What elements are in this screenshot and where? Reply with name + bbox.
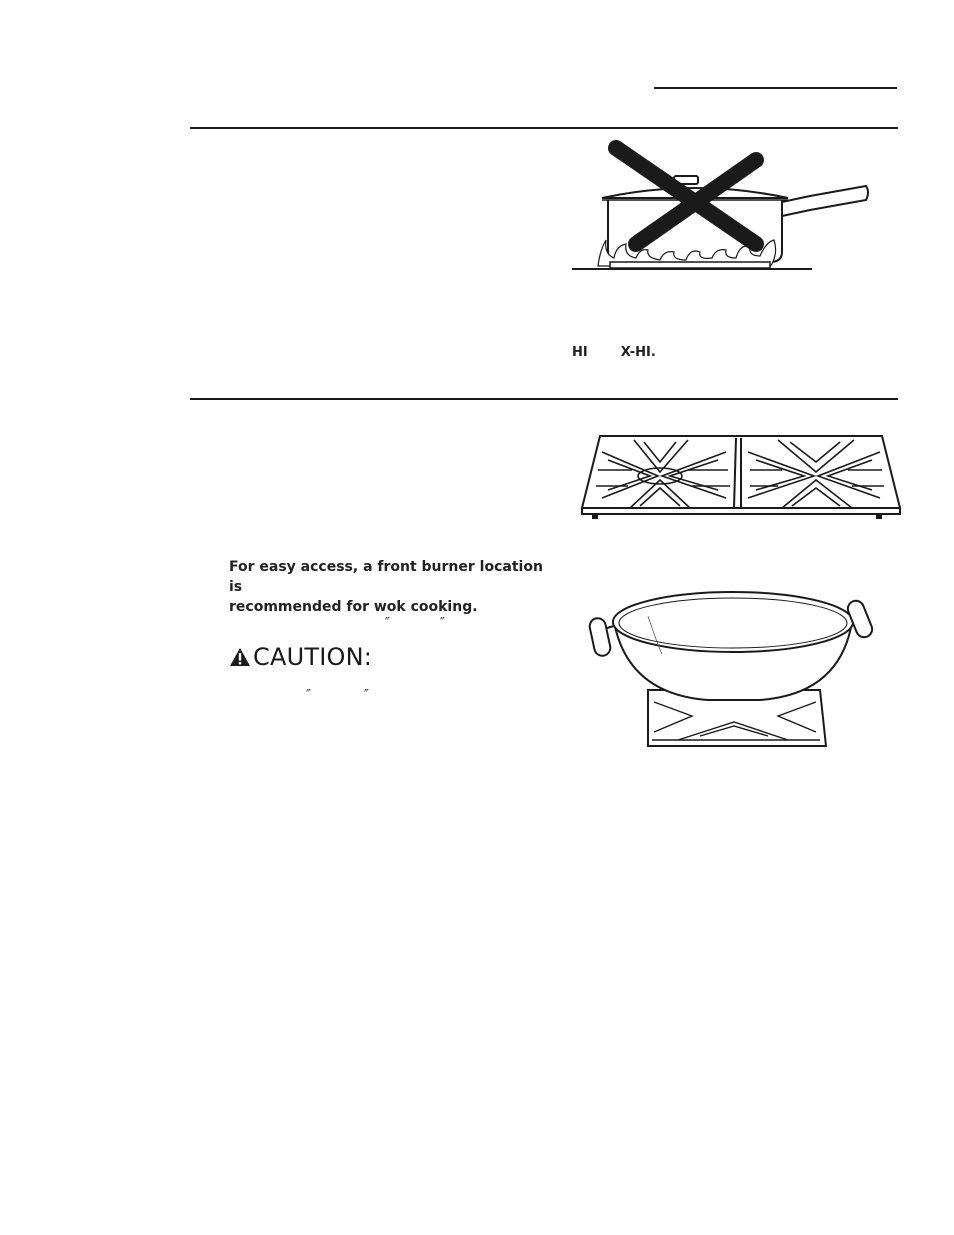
caution-heading xyxy=(229,643,372,671)
wok-on-grate-illustration xyxy=(588,586,878,752)
caution-label: CAUTION: xyxy=(253,643,373,671)
section-rule-top xyxy=(190,127,898,129)
inch-mark-3: ″ xyxy=(306,688,311,703)
inch-mark-1: ″ xyxy=(385,616,390,631)
inch-mark-2: ″ xyxy=(440,616,445,631)
inch-mark-4: ″ xyxy=(364,688,369,703)
flame-level-xhi: X-HI. xyxy=(620,345,656,360)
section-rule-middle xyxy=(190,398,898,400)
header-rule xyxy=(654,87,897,89)
wok-location-note xyxy=(229,557,549,617)
burner-grate-illustration xyxy=(578,432,904,522)
warning-triangle-icon xyxy=(229,647,251,667)
oversized-pot-illustration xyxy=(570,140,870,275)
wok-note-line-1: For easy access, a front burner location is xyxy=(229,559,543,595)
flame-level-text xyxy=(572,345,656,360)
flame-level-hi: HI xyxy=(572,345,588,360)
wok-note-line-2: recommended for wok cooking. xyxy=(229,599,478,615)
